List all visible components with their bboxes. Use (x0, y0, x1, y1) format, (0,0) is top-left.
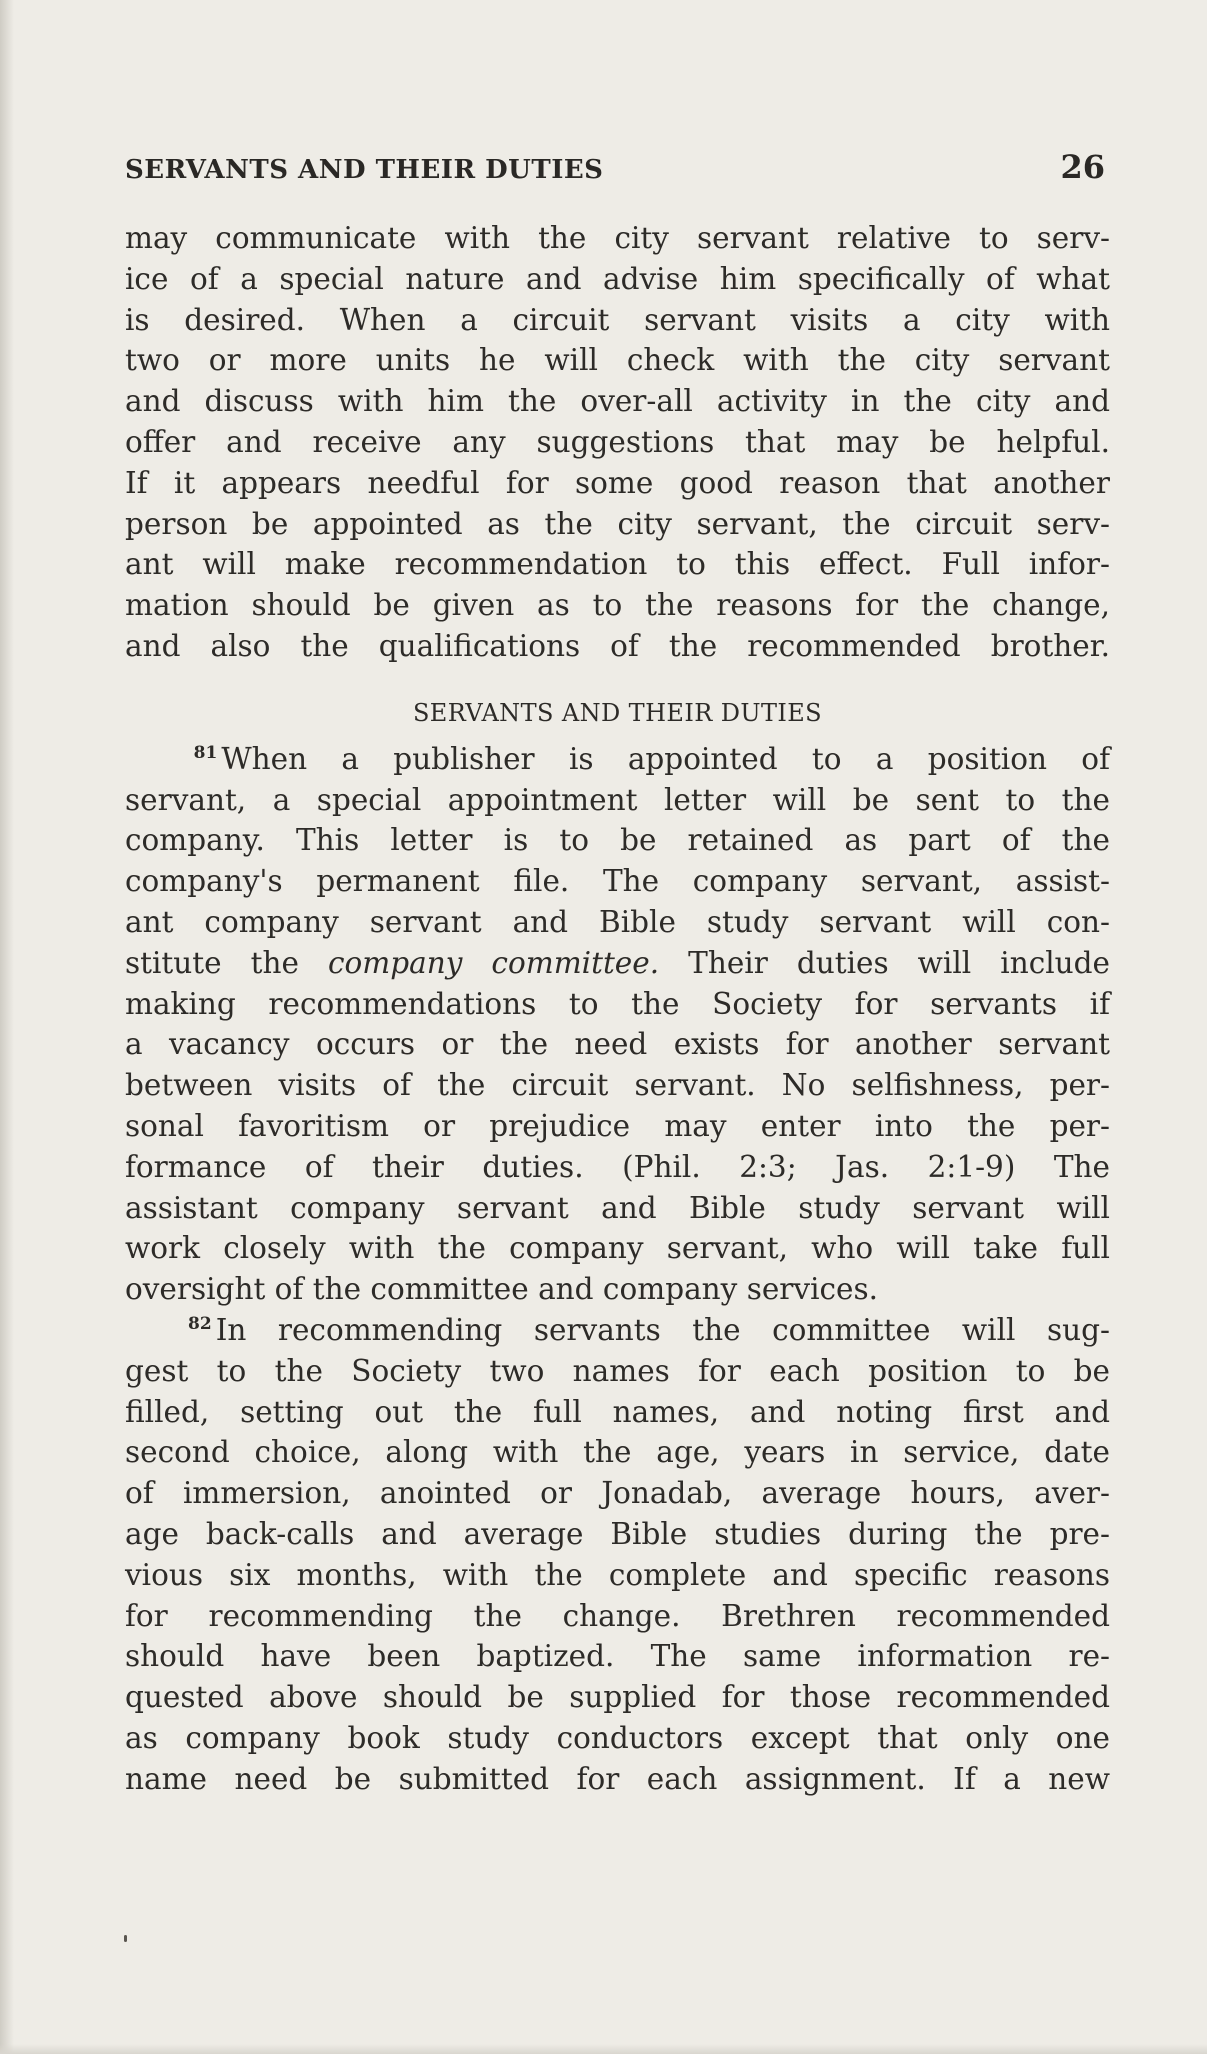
text-line: for recommending the change. Brethren recommended (125, 1598, 1110, 1633)
text-line (125, 739, 1110, 780)
text-line: age back-calls and average Bible studies during the pre- (125, 1516, 1110, 1551)
text-line: mation should be given as to the reasons for the change, (125, 588, 1110, 623)
page-bottom-edge (0, 2044, 1207, 2054)
text-line: sonal favoritism or prejudice may enter into the per- (125, 1108, 1110, 1143)
paragraph-number: 82 (188, 1314, 212, 1335)
text-line: company's permanent file. The company servant, assist- (125, 864, 1110, 899)
text-line: company. This letter is to be retained as part of the (125, 823, 1110, 858)
text-line: ice of a special nature and advise him specifically of what (125, 261, 1110, 296)
ink-speck (124, 1935, 127, 1942)
text-line: may communicate with the city servant relative to serv- (125, 221, 1110, 255)
text-line: second choice, along with the age, years in service, date (125, 1435, 1110, 1470)
running-head: SERVANTS AND THEIR DUTIES (125, 155, 604, 185)
text-line: and also the qualifications of the recommended brother. (125, 628, 1110, 663)
text-line: and discuss with him the over-all activity in the city and (125, 384, 1110, 419)
text-line: assistant company servant and Bible study servant will (125, 1190, 1110, 1225)
text-line: oversight of the committee and company services. (125, 1272, 878, 1307)
text-line: should have been baptized. The same information re- (125, 1639, 1110, 1674)
text-fragment: stitute the (125, 945, 328, 980)
paragraph-82 (125, 1310, 1110, 1800)
text-line (125, 1310, 1110, 1351)
text-line: ant company servant and Bible study servant will con- (125, 904, 1110, 939)
text-line: is desired. When a circuit servant visits a city with (125, 302, 1110, 337)
text-line: a vacancy occurs or the need exists for another servant (125, 1027, 1110, 1062)
text-line: vious six months, with the complete and specific reasons (125, 1557, 1110, 1592)
text-line-content: In recommending servants the committee will sug- (215, 1312, 1110, 1347)
body-text (125, 218, 1110, 1799)
page-header (125, 148, 1105, 186)
text-line: name need be submitted for each assignment. If a new (125, 1761, 1110, 1796)
paragraph-number: 81 (193, 742, 218, 763)
italic-term: company committee. (328, 945, 660, 980)
page-number: 26 (1060, 148, 1105, 186)
text-line: ant will make recommendation to this effect. Full infor- (125, 547, 1110, 582)
text-line-content: When a publisher is appointed to a position of (221, 741, 1110, 776)
paragraph-continued (125, 218, 1110, 667)
text-line: making recommendations to the Society for servants if (125, 986, 1110, 1021)
section-heading: SERVANTS AND THEIR DUTIES (412, 698, 823, 727)
text-line (125, 943, 1110, 984)
text-line: If it appears needful for some good reason that another (125, 465, 1110, 500)
text-line: two or more units he will check with the city servant (125, 343, 1110, 378)
text-line: formance of their duties. (Phil. 2:3; Jas. 2:1-9) The (125, 1149, 1110, 1184)
text-line: of immersion, anointed or Jonadab, average hours, aver- (125, 1476, 1110, 1511)
text-line: gest to the Society two names for each position to be (125, 1353, 1110, 1388)
text-line: offer and receive any suggestions that may be helpful. (125, 424, 1110, 459)
paragraph-81 (125, 739, 1110, 1310)
text-line: work closely with the company servant, who will take full (125, 1231, 1110, 1266)
text-line: person be appointed as the city servant, the circuit serv- (125, 506, 1110, 541)
text-line: as company book study conductors except that only one (125, 1720, 1110, 1755)
text-line: filled, setting out the full names, and noting first and (125, 1394, 1110, 1429)
text-line: between visits of the circuit servant. No selfishness, per- (125, 1068, 1110, 1103)
text-line: servant, a special appointment letter will be sent to the (125, 782, 1110, 817)
text-line: quested above should be supplied for those recommended (125, 1680, 1110, 1715)
text-fragment: Their duties will include (659, 945, 1110, 980)
page-gutter-shadow (0, 0, 14, 2054)
